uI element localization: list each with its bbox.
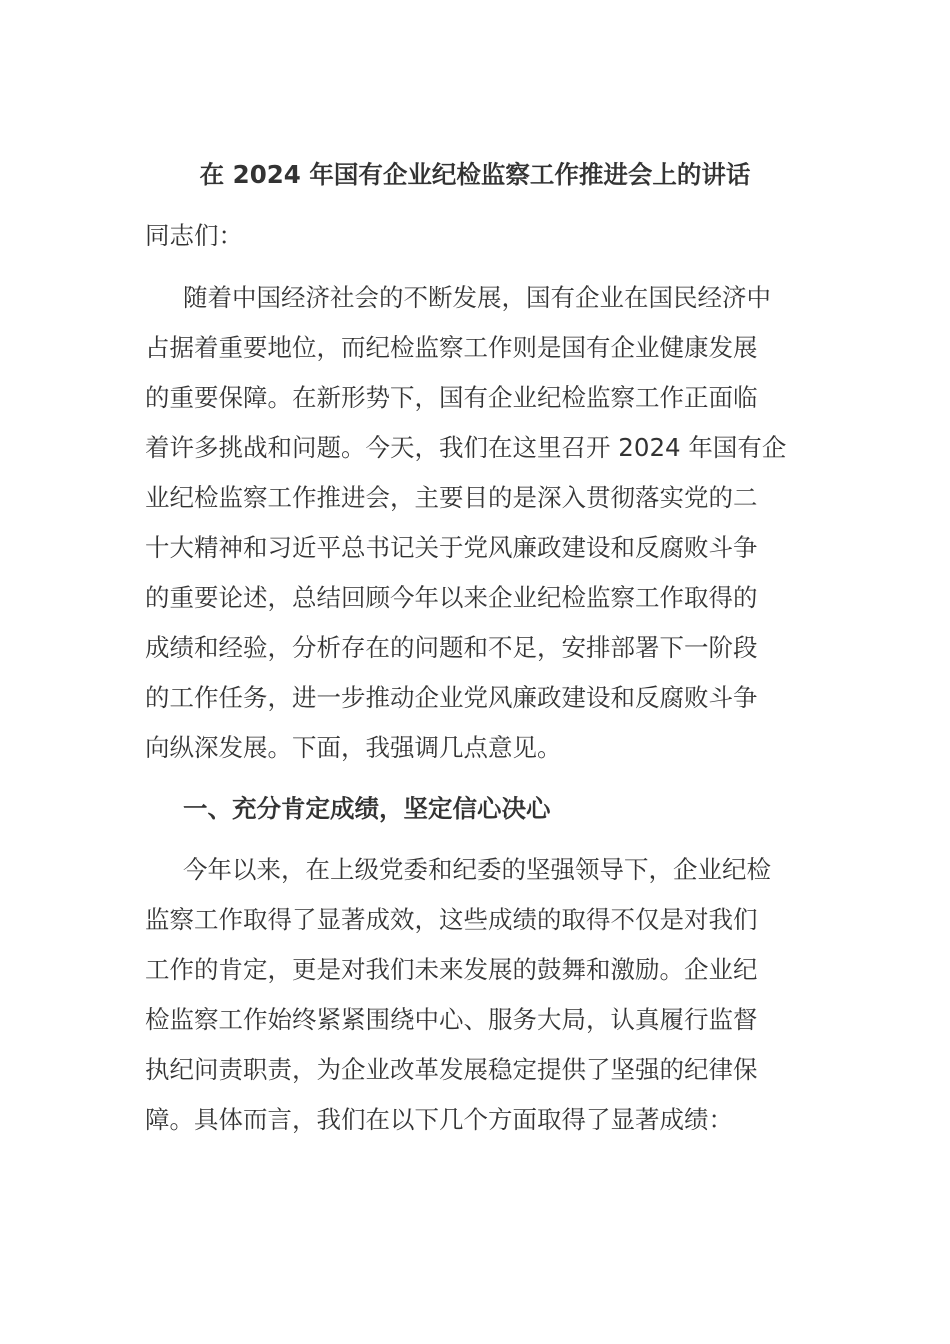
paragraph-line: 向纵深发展。下面，我强调几点意见。 <box>145 733 562 762</box>
paragraph-line: 的重要保障。在新形势下，国有企业纪检监察工作正面临 <box>145 383 758 412</box>
paragraph-line: 检监察工作始终紧紧围绕中心、服务大局，认真履行监督 <box>145 1005 758 1034</box>
section-heading: 一、充分肯定成绩，坚定信心决心 <box>183 794 551 823</box>
paragraph-line: 的工作任务，进一步推动企业党风廉政建设和反腐败斗争 <box>145 683 758 712</box>
paragraph-line: 工作的肯定，更是对我们未来发展的鼓舞和激励。企业纪 <box>145 955 758 984</box>
paragraph-line: 随着中国经济社会的不断发展，国有企业在国民经济中 <box>183 283 771 312</box>
greeting: 同志们： <box>145 221 243 250</box>
paragraph-line: 占据着重要地位，而纪检监察工作则是国有企业健康发展 <box>145 333 758 362</box>
paragraph-line: 执纪问责职责，为企业改革发展稳定提供了坚强的纪律保 <box>145 1055 758 1084</box>
paragraph-line: 今年以来，在上级党委和纪委的坚强领导下，企业纪检 <box>183 855 771 884</box>
paragraph-line: 十大精神和习近平总书记关于党风廉政建设和反腐败斗争 <box>145 533 758 562</box>
paragraph-line: 着许多挑战和问题。今天，我们在这里召开 2024 年国有企 <box>145 433 787 462</box>
paragraph-line: 的重要论述，总结回顾今年以来企业纪检监察工作取得的 <box>145 583 758 612</box>
paragraph-line: 监察工作取得了显著成效，这些成绩的取得不仅是对我们 <box>145 905 758 934</box>
paragraph-2 <box>145 845 807 1145</box>
paragraph-1 <box>145 273 807 773</box>
paragraph-line: 业纪检监察工作推进会，主要目的是深入贯彻落实党的二 <box>145 483 758 512</box>
paragraph-line: 成绩和经验，分析存在的问题和不足，安排部署下一阶段 <box>145 633 758 662</box>
paragraph-line: 障。具体而言，我们在以下几个方面取得了显著成绩： <box>145 1105 733 1134</box>
document-title: 在 2024 年国有企业纪检监察工作推进会上的讲话 <box>199 160 751 189</box>
